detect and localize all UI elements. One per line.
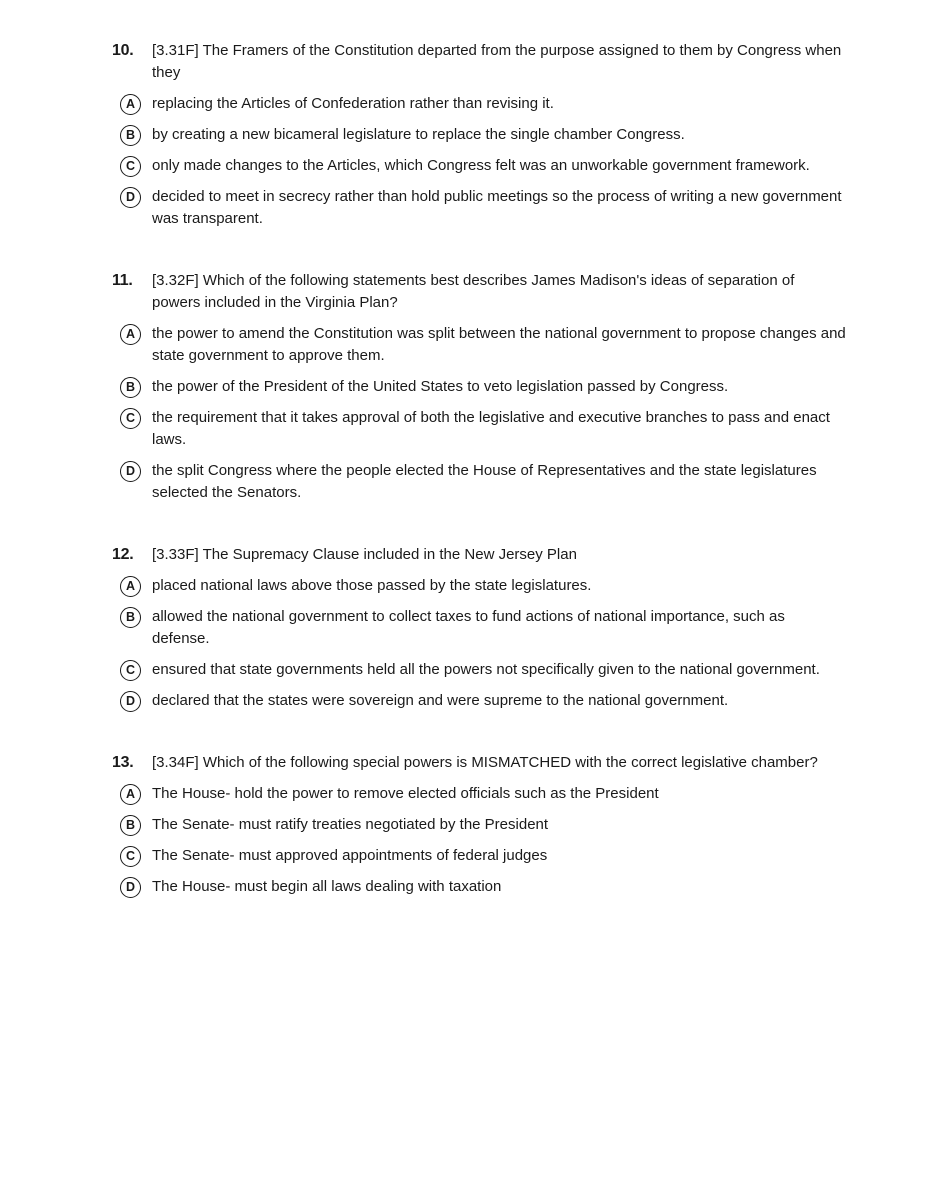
option-text: the power of the President of the United States to veto legislation passed by Congress. (152, 378, 729, 395)
question-number: 10. (112, 42, 134, 59)
option-letter-circle-icon[interactable]: B (120, 815, 141, 836)
option-letter-circle-icon[interactable]: D (120, 877, 141, 898)
option-marker[interactable] (112, 155, 152, 177)
answer-option[interactable] (112, 845, 846, 867)
answer-option[interactable] (112, 876, 846, 898)
option-text: only made changes to the Articles, which Congress felt was an unworkable government framework. (152, 157, 810, 174)
option-letter-circle-icon[interactable]: B (120, 125, 141, 146)
option-letter-circle-icon[interactable]: C (120, 660, 141, 681)
option-text: ensured that state governments held all the powers not specifically given to the national government. (152, 661, 820, 678)
answer-option[interactable] (112, 460, 846, 504)
answer-option[interactable] (112, 690, 846, 712)
question-text: [3.33F] The Supremacy Clause included in the New Jersey Plan (152, 546, 577, 563)
option-marker[interactable] (112, 407, 152, 429)
question-stem (112, 752, 846, 774)
option-text: The Senate- must ratify treaties negotiated by the President (152, 816, 549, 833)
option-text: replacing the Articles of Confederation rather than revising it. (152, 95, 554, 112)
option-text: the power to amend the Constitution was split between the national government to propose changes and state government to approve them. (152, 325, 846, 364)
option-marker[interactable] (112, 460, 152, 482)
option-marker[interactable] (112, 376, 152, 398)
option-marker[interactable] (112, 186, 152, 208)
question-block (112, 270, 846, 504)
question-number: 11. (112, 272, 133, 289)
option-letter-circle-icon[interactable]: A (120, 576, 141, 597)
option-text: The House- hold the power to remove elected officials such as the President (152, 785, 659, 802)
option-marker[interactable] (112, 323, 152, 345)
answer-option[interactable] (112, 323, 846, 367)
question-number: 12. (112, 546, 134, 563)
option-letter-circle-icon[interactable]: B (120, 607, 141, 628)
option-text: placed national laws above those passed by the state legislatures. (152, 577, 592, 594)
option-letter-circle-icon[interactable]: A (120, 324, 141, 345)
answer-option[interactable] (112, 124, 846, 146)
answer-option[interactable] (112, 407, 846, 451)
option-letter-circle-icon[interactable]: A (120, 784, 141, 805)
answer-option[interactable] (112, 606, 846, 650)
question-block (112, 40, 846, 230)
answer-option[interactable] (112, 659, 846, 681)
option-text: The Senate- must approved appointments of federal judges (152, 847, 548, 864)
question-text: [3.32F] Which of the following statements best describes James Madison's ideas of separation of powers included in the Virginia Plan? (152, 272, 795, 311)
question-text: [3.34F] Which of the following special powers is MISMATCHED with the correct legislative chamber? (152, 754, 818, 771)
question-stem (112, 40, 846, 84)
option-text: the split Congress where the people elected the House of Representatives and the state legislatures selected the Senators. (152, 462, 817, 501)
option-letter-circle-icon[interactable]: D (120, 187, 141, 208)
option-marker[interactable] (112, 814, 152, 836)
option-marker[interactable] (112, 690, 152, 712)
option-letter-circle-icon[interactable]: D (120, 691, 141, 712)
answer-option[interactable] (112, 814, 846, 836)
option-marker[interactable] (112, 575, 152, 597)
option-marker[interactable] (112, 845, 152, 867)
option-marker[interactable] (112, 93, 152, 115)
question-number: 13. (112, 754, 134, 771)
option-text: by creating a new bicameral legislature to replace the single chamber Congress. (152, 126, 685, 143)
answer-option[interactable] (112, 155, 846, 177)
option-text: decided to meet in secrecy rather than hold public meetings so the process of writing a new government was transparent. (152, 188, 842, 227)
answer-option[interactable] (112, 186, 846, 230)
option-text: declared that the states were sovereign and were supreme to the national government. (152, 692, 729, 709)
option-marker[interactable] (112, 606, 152, 628)
option-letter-circle-icon[interactable]: A (120, 94, 141, 115)
answer-option[interactable] (112, 376, 846, 398)
answer-option[interactable] (112, 783, 846, 805)
question-block (112, 752, 846, 898)
option-text: The House- must begin all laws dealing with taxation (152, 878, 502, 895)
option-letter-circle-icon[interactable]: C (120, 846, 141, 867)
answer-option[interactable] (112, 575, 846, 597)
option-marker[interactable] (112, 876, 152, 898)
option-marker[interactable] (112, 783, 152, 805)
option-marker[interactable] (112, 659, 152, 681)
option-text: allowed the national government to collect taxes to fund actions of national importance, such as defense. (152, 608, 785, 647)
question-stem (112, 270, 846, 314)
question-text: [3.31F] The Framers of the Constitution departed from the purpose assigned to them by Congress when they (152, 42, 842, 81)
answer-option[interactable] (112, 93, 846, 115)
option-letter-circle-icon[interactable]: D (120, 461, 141, 482)
option-marker[interactable] (112, 124, 152, 146)
option-letter-circle-icon[interactable]: C (120, 156, 141, 177)
question-list (112, 40, 846, 898)
option-text: the requirement that it takes approval of both the legislative and executive branches to pass and enact laws. (152, 409, 830, 448)
option-letter-circle-icon[interactable]: C (120, 408, 141, 429)
option-letter-circle-icon[interactable]: B (120, 377, 141, 398)
question-stem (112, 544, 846, 566)
question-block (112, 544, 846, 712)
